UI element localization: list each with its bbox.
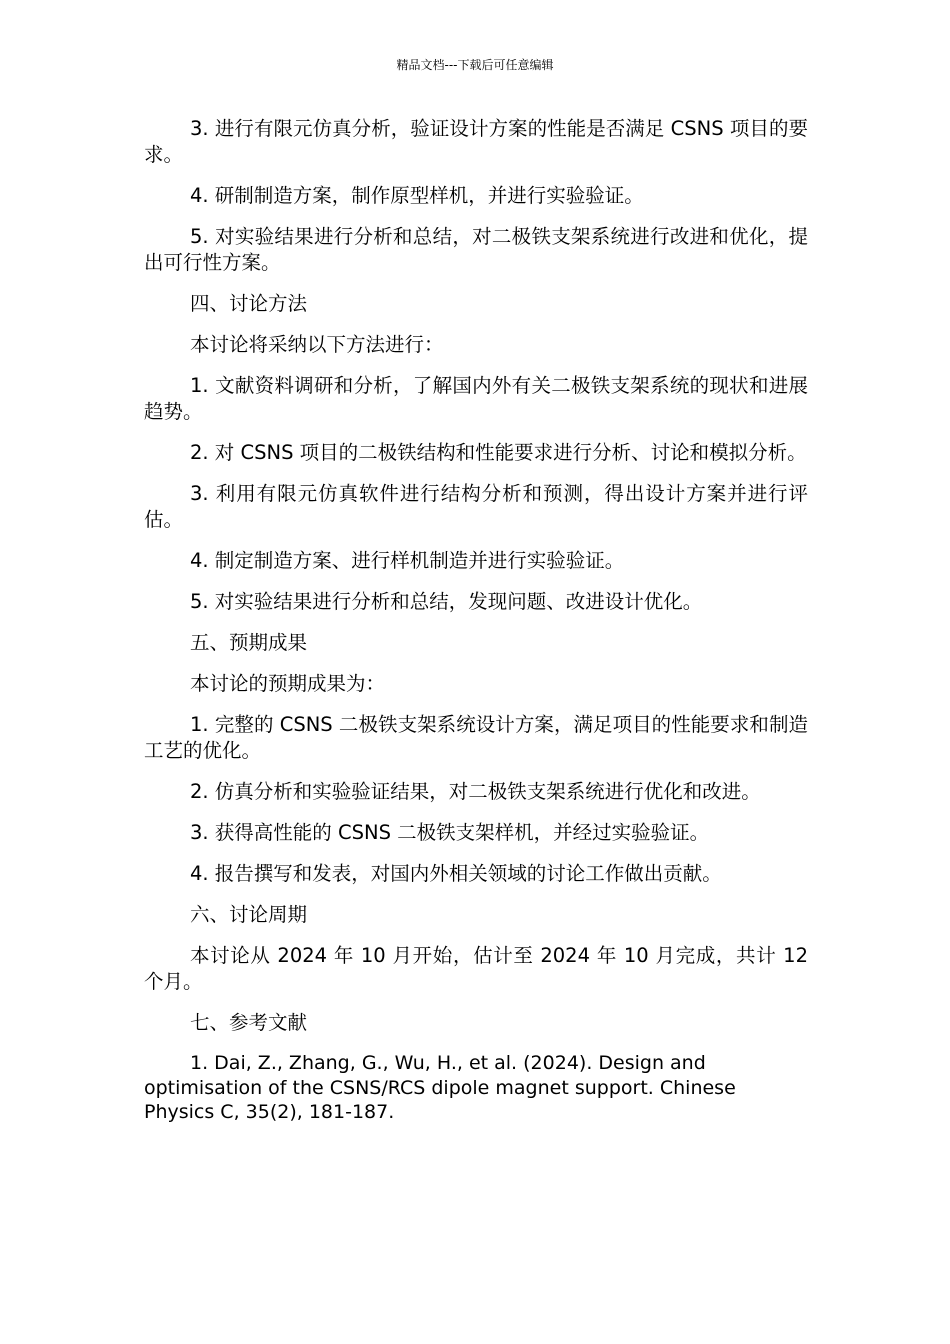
section-heading-outcomes: 五、预期成果 bbox=[190, 631, 308, 654]
outcome-item-report: 4. 报告撰写和发表，对国内外相关领域的讨论工作做出贡献。 bbox=[190, 862, 722, 885]
schedule-text: 本讨论从 2024 年 10 月开始，估计至 2024 年 10 月完成，共计 12 个月。 bbox=[144, 944, 808, 993]
outcome-item-prototype: 3. 获得高性能的 CSNS 二极铁支架样机，并经过实验验证。 bbox=[190, 821, 710, 844]
reference-item: 1. Dai, Z., Zhang, G., Wu, H., et al. (2024). Design and optimisation of the CSNS/RCS dipole magnet support. Chinese Physics C, 35(2), 181-187. bbox=[144, 1052, 736, 1123]
method-item-evaluation: 5. 对实验结果进行分析和总结，发现问题、改进设计优化。 bbox=[190, 590, 703, 613]
methods-intro: 本讨论将采纳以下方法进行： bbox=[190, 333, 444, 356]
method-item-simulation: 3. 利用有限元仿真软件进行结构分析和预测，得出设计方案并进行评估。 bbox=[144, 482, 808, 531]
section-heading-references: 七、参考文献 bbox=[190, 1011, 308, 1034]
section-heading-methods: 四、讨论方法 bbox=[190, 292, 308, 315]
outcomes-intro: 本讨论的预期成果为： bbox=[190, 672, 386, 695]
list-item-fea-analysis: 3. 进行有限元仿真分析，验证设计方案的性能是否满足 CSNS 项目的要求。 bbox=[144, 117, 808, 166]
outcome-item-design: 1. 完整的 CSNS 二极铁支架系统设计方案，满足项目的性能要求和制造工艺的优化。 bbox=[144, 713, 808, 762]
method-item-literature: 1. 文献资料调研和分析，了解国内外有关二极铁支架系统的现状和进展趋势。 bbox=[144, 374, 808, 423]
method-item-requirements: 2. 对 CSNS 项目的二极铁结构和性能要求进行分析、讨论和模拟分析。 bbox=[190, 441, 807, 464]
document-body bbox=[144, 116, 808, 1140]
list-item-result-analysis: 5. 对实验结果进行分析和总结，对二极铁支架系统进行改进和优化，提出可行性方案。 bbox=[144, 225, 808, 274]
list-item-prototype-plan: 4. 研制制造方案，制作原型样机，并进行实验验证。 bbox=[190, 184, 644, 207]
page-header: 精品文档---下载后可任意编辑 bbox=[396, 58, 554, 72]
outcome-item-simulation: 2. 仿真分析和实验验证结果，对二极铁支架系统进行优化和改进。 bbox=[190, 780, 761, 803]
method-item-manufacturing: 4. 制定制造方案、进行样机制造并进行实验验证。 bbox=[190, 549, 625, 572]
section-heading-schedule: 六、讨论周期 bbox=[190, 903, 308, 926]
